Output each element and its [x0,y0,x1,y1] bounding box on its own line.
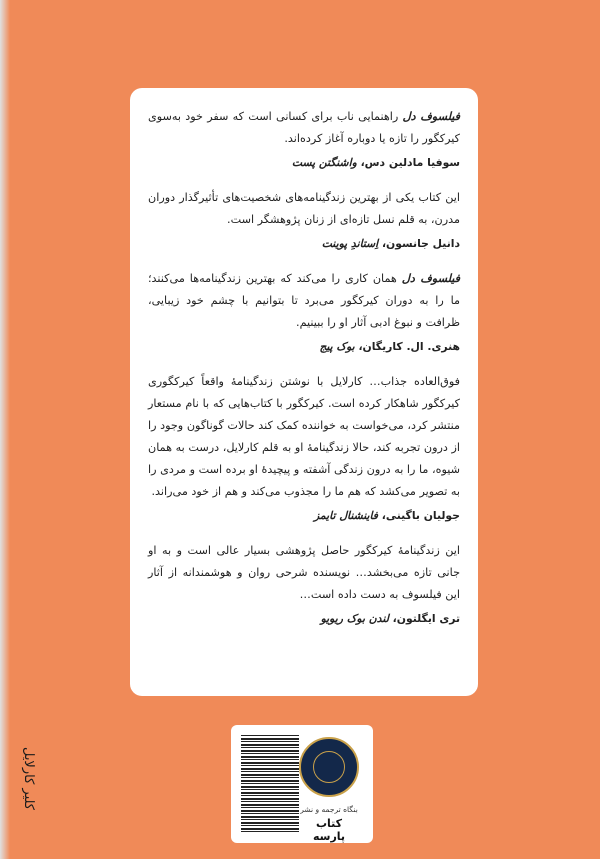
review-2 [148,187,460,250]
reviewer-name: تری ایگلتون، [392,612,460,625]
publication-name: اِستاندِ پوینت [321,237,382,250]
review-body: فوق‌العاده جذاب… کارلایل با نوشتن زندگینامهٔ واقعاً کیرکگوری کیرکگور شاهکار کرده است. کیرکگور با کتاب‌هایی که با نام مستعار منتشر کرد، می‌خواست به خواننده کمک کند حالات گوناگون وجود را از درون تجربه کند، حالا زندگینامهٔ او به قلم کارلایل، درست به همان شیوه، ما را به درون زندگی آشفته و پیچیدهٔ او برده است و مردی را به تصویر می‌کشد که هم ما را مجذوب می‌کند و هم از خود می‌راند. [148,375,460,498]
review-body: راهنمایی ناب برای کسانی است که سفر خود به‌سوی کیرکگور را تازه یا دوباره آغاز کرده‌اند. [148,110,460,145]
publication-name: فاینشنال تایمز [313,509,382,522]
reviewer-name: جولیان باگینی، [381,509,460,522]
barcode [241,735,299,833]
publisher-name: کتاب پارسه [312,817,346,843]
review-body: این زندگینامهٔ کیرکگور حاصل پژوهشی بسیار عالی است و به او جانی تازه می‌بخشد… نویسنده شرحی روان و هوشمندانه از آثار این فیلسوف به دست داده است… [148,544,460,601]
reviewer-name: هنری. ال. کاریگان، [358,340,460,353]
review-4 [148,371,460,522]
review-attribution [148,156,460,169]
reviews-panel [130,88,478,696]
publication-name: بوک پیج [319,340,359,353]
review-attribution [148,612,460,625]
review-text [148,540,460,606]
publication-name: واشنگتن پست [291,156,361,169]
book-title: فیلسوف دل [401,272,460,285]
review-body: این کتاب یکی از بهترین زندگینامه‌های شخصیت‌های تأثیرگذار دوران مدرن، به قلم نسل تازه‌ای از زنان پژوهشگر است. [148,191,460,226]
page-edge [0,0,10,859]
logo-emblem-icon [313,751,345,783]
review-attribution [148,237,460,250]
review-attribution [148,340,460,353]
review-text [148,106,460,150]
review-body: همان کاری را می‌کند که بهترین زندگینامه‌ها می‌کنند؛ ما را به دوران کیرکگور می‌برد تا بتوانیم با چشم خود زیبایی، ظرافت و نبوغ ادبی آثار او را ببینیم. [148,272,460,329]
publication-name: لندن بوک ریویو [320,612,393,625]
publisher-tagline: بنگاه ترجمه و نشر [300,805,358,814]
publisher-badge [231,725,373,843]
review-text [148,371,460,503]
review-1 [148,106,460,169]
author-signature: کلیر کارلایل [21,746,36,810]
review-attribution [148,509,460,522]
book-title: فیلسوف دل [402,110,460,123]
review-3 [148,268,460,353]
review-text [148,187,460,231]
reviewer-name: دانیل جانسون، [381,237,460,250]
review-5 [148,540,460,625]
reviewer-name: سوفیا مادلین دس، [360,156,460,169]
review-text [148,268,460,334]
publisher-logo-icon [299,737,359,797]
